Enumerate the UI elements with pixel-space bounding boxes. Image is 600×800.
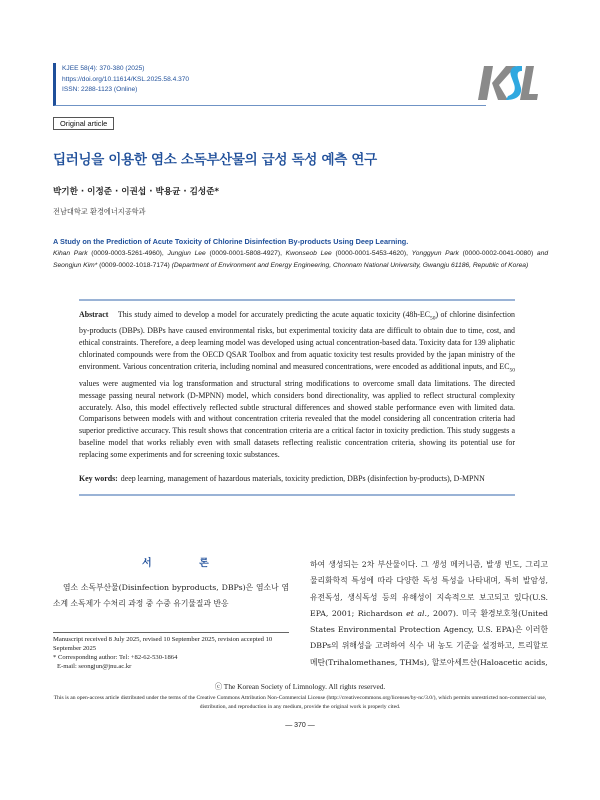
author-orcid[interactable]: (0000-0002-0041-0080) — [462, 250, 534, 257]
abstract-label: Abstract — [79, 310, 109, 319]
paragraph — [310, 557, 548, 671]
author-orcid[interactable]: (0000-0001-5453-4620), — [335, 250, 408, 257]
doi-link[interactable]: https://doi.org/10.11614/KSL.2025.58.4.370 — [62, 75, 190, 83]
author-separator: and — [533, 250, 549, 257]
body-column-left — [53, 580, 289, 613]
issn: ISSN: 2288-1123 (Online) — [62, 86, 138, 93]
title-english: A Study on the Prediction of Acute Toxicity of Chlorine Disinfection By-products Using Deep Learning. — [53, 237, 409, 246]
subscript: 50 — [509, 367, 515, 374]
license-notice: This is an open-access article distributed under the terms of the Creative Commons Attribution Non-Commercial License (http://creativecommons.org/licenses/by-nc/3.0/), which permits unrestricted non-commercial use, distribution, and reproduction in any medium, provide the original work is properly cited. — [53, 695, 547, 710]
paragraph: 염소 소독부산물(Disinfection byproducts, DBPs)은 염소나 염소계 소독제가 수처리 과정 중 수중 유기물질과 반응 — [53, 583, 289, 609]
section-heading-introduction: 서 론 — [142, 558, 231, 569]
affiliation-english: (Department of Environment and Energy Engineering, Chonnam National University, Gwangju 61186, Republic of Korea) — [171, 261, 529, 269]
title-korean: 딥러닝을 이용한 염소 소독부산물의 급성 독성 예측 연구 — [53, 152, 377, 168]
keywords-text: deep learning, management of hazardous materials, toxicity prediction, DBPs (disinfection by-products), D-MPNN — [120, 474, 485, 484]
author-name: Kihan Park — [53, 250, 88, 257]
paragraph-text: , 2007). 미국 환경보호청(United States Environmental Protection Agency, U.S. EPA)은 이러한 DBPs의 위해성을 고려하여 식수 내 농도 기준을 설정하고, 트리할로메탄(Trihalomethanes, THMs), 할로아세트산(Haloacetic acids, — [310, 608, 548, 667]
paragraph-text: 하여 생성되는 2차 부산물이다. 그 생성 메커니즘, 발생 빈도, 그리고 물리화학적 특성에 따라 다양한 독성 특성을 나타내며, 특히 발암성, 유전독성, 생식독성 등의 유해성이 지속적으로 보고되고 있다(U.S. EPA, 2001; Richardson — [310, 560, 548, 618]
citation-et-al: et al. — [406, 608, 428, 618]
abstract — [79, 309, 515, 461]
keywords — [79, 473, 515, 485]
abstract-text-3: values were augmented via log transformation and structural string modifications to overcome small data limitations. The directed message passing neural network (D-MPNN) model, which considers bond directionality, was applied to reflect structural complexity accurately. Also, this model effectively reflected subtle structural differences and showed stable performance even with limited data. Comparisons between models with and without concentration criteria revealed that the model considering all concentration criteria had superior predictive accuracy. This result shows that concentration criteria are a critical factor in toxicity prediction. This study suggests a baseline model that works reliably even with small datasets reflecting realistic concentration criteria, showing its potential use for replacing some experiments and for screening toxic substances. — [79, 378, 515, 460]
footnote — [53, 632, 289, 672]
page-number: — 370 — — [285, 722, 315, 729]
authors-english — [53, 248, 548, 271]
abstract-text-1: This study aimed to develop a model for accurately predicting the acute aquatic toxicity (48h-EC — [117, 310, 431, 319]
journal-header — [53, 63, 486, 106]
ksl-logo-icon — [478, 60, 538, 108]
corresponding-author: * Corresponding author: Tel: +82-62-530-1864 — [53, 653, 178, 661]
author-orcid[interactable]: (0009-0001-5808-4927), — [209, 250, 282, 257]
manuscript-dates: Manuscript received 8 July 2025, revised 10 September 2025, revision accepted 10 September 2025 — [53, 636, 273, 652]
authors-korean: 박기한 · 이정준 · 이권섭 · 박용균 · 김성준* — [53, 187, 220, 197]
copyright: ⓒ The Korean Society of Limnology. All rights reserved. — [214, 682, 386, 691]
author-name: Yonggyun Park — [411, 250, 459, 257]
affiliation-korean: 전남대학교 환경에너지공학과 — [53, 207, 146, 216]
journal-citation: KJEE 58(4): 370-380 (2025) — [62, 65, 145, 72]
divider — [79, 494, 515, 496]
author-orcid[interactable]: (0009-0003-5261-4960), — [91, 250, 164, 257]
logo-letter-l — [520, 66, 538, 100]
logo-letter-k-stem — [478, 66, 493, 100]
abstract-section — [79, 299, 515, 496]
abstract-text-2: ) of chlorine disinfection by-products (DBPs). DBPs have caused environmental risks, but experimental toxicity data are difficult to obtain due to time, cost, and ethical constraints. Therefore, a deep learning model was developed using actual concentration-based data. Toxicity data for 139 aliphatic chlorinated compounds were from the OECD QSAR Toolbox and from aquatic toxicity test results provided by the japan ministry of the environment. Various concentration criteria, including nominal and measured concentrations, were encoded as additional inputs, and EC — [79, 310, 515, 372]
subscript: 50 — [430, 315, 436, 322]
author-name: Seongjun Kim* — [53, 261, 98, 269]
body-column-right — [310, 557, 548, 671]
author-name: Kwonseob Lee — [285, 250, 332, 257]
keywords-label: Key words: — [79, 474, 118, 484]
article-type-badge: Original article — [53, 117, 114, 130]
email[interactable]: E-mail: seongjun@jnu.ac.kr — [57, 662, 132, 670]
author-name: Jungjun Lee — [167, 250, 206, 257]
author-orcid[interactable]: (0009-0002-1018-7174) — [99, 261, 170, 269]
